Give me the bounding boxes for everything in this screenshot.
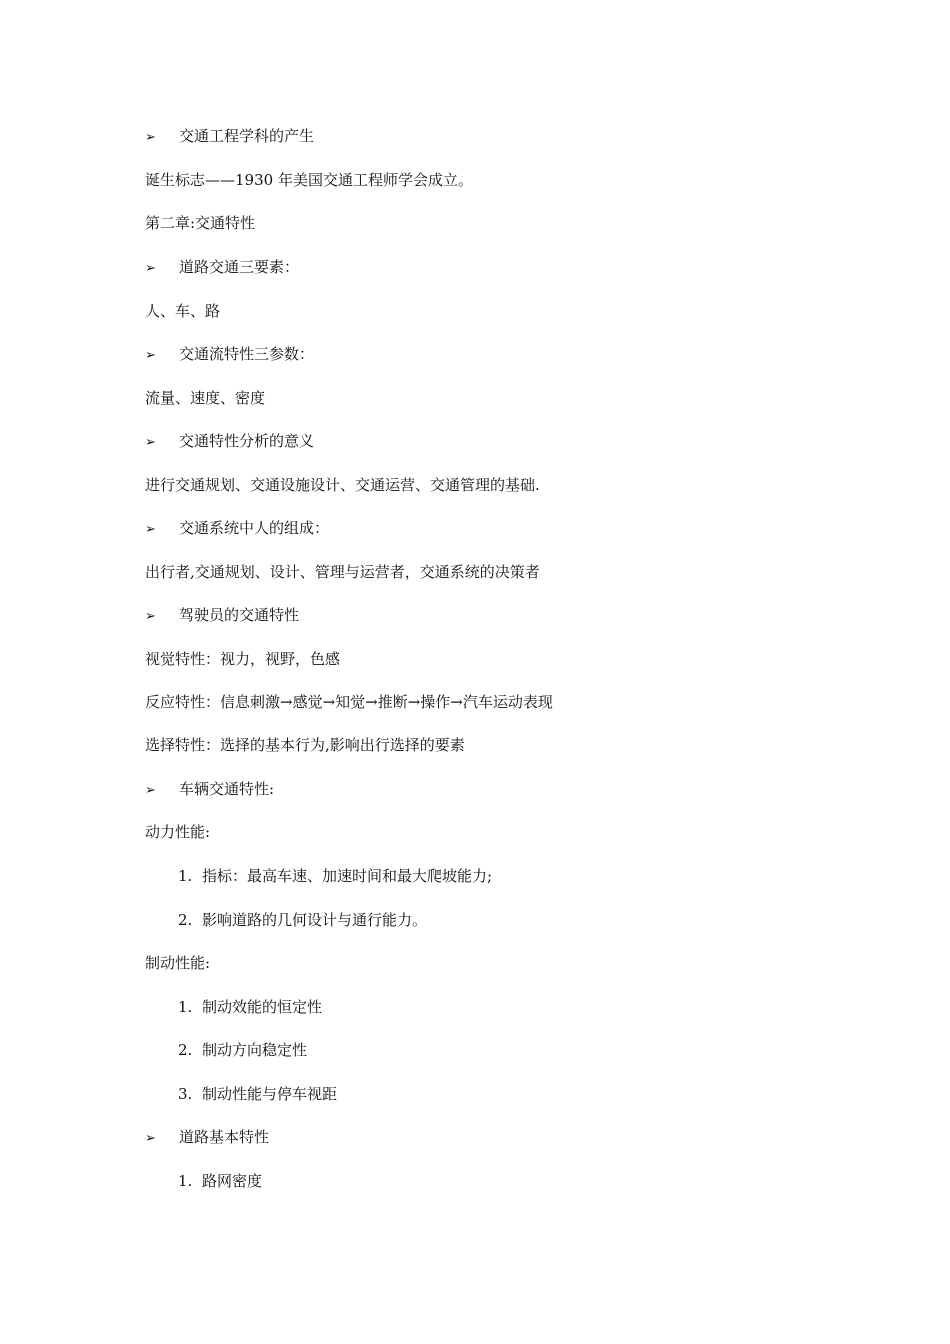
item-text: 制动效能的恒定性 (202, 998, 323, 1016)
bullet-heading (145, 126, 314, 148)
paragraph: 视觉特性：视力，视野，色感 (145, 650, 341, 668)
chapter-title: 第二章:交通特性 (145, 214, 256, 232)
bullet-text: 道路基本特性 (179, 1128, 270, 1146)
numbered-item (178, 997, 322, 1017)
paragraph: 诞生标志——1930 年美国交通工程师学会成立。 (145, 171, 473, 189)
paragraph: 制动性能: (145, 954, 211, 972)
bullet-text: 交通流特性三参数： (179, 345, 315, 363)
paragraph: 人、车、路 (145, 302, 221, 320)
item-text: 路网密度 (202, 1172, 263, 1190)
paragraph: 出行者,交通规划、设计、管理与运营者，交通系统的决策者 (145, 563, 540, 581)
item-text: 制动性能与停车视距 (202, 1085, 338, 1103)
bullet-arrow-icon: ➢ (145, 261, 156, 276)
bullet-heading (145, 779, 274, 801)
paragraph: 进行交通规划、交通设施设计、交通运营、交通管理的基础. (145, 476, 540, 494)
item-number: 1. (178, 998, 193, 1016)
bullet-heading (145, 257, 299, 279)
paragraph: 选择特性：选择的基本行为,影响出行选择的要素 (145, 736, 465, 754)
bullet-text: 交通系统中人的组成： (179, 519, 330, 537)
item-text: 指标：最高车速、加速时间和最大爬坡能力; (202, 867, 493, 885)
bullet-arrow-icon: ➢ (145, 1131, 156, 1146)
numbered-item (178, 1171, 262, 1191)
item-number: 2. (178, 911, 193, 929)
numbered-item (178, 1040, 307, 1060)
bullet-heading (145, 518, 329, 540)
bullet-text: 交通工程学科的产生 (179, 127, 315, 145)
bullet-arrow-icon: ➢ (145, 609, 156, 624)
paragraph: 反应特性：信息刺激→感觉→知觉→推断→操作→汽车运动表现 (145, 693, 553, 711)
paragraph: 动力性能: (145, 823, 211, 841)
bullet-heading (145, 344, 314, 366)
item-number: 1. (178, 867, 193, 885)
bullet-heading (145, 431, 314, 453)
bullet-text: 交通特性分析的意义 (179, 432, 315, 450)
paragraph: 流量、速度、密度 (145, 389, 266, 407)
bullet-arrow-icon: ➢ (145, 130, 156, 145)
bullet-text: 驾驶员的交通特性 (179, 606, 300, 624)
numbered-item (178, 1084, 337, 1104)
bullet-arrow-icon: ➢ (145, 783, 156, 798)
bullet-heading (145, 1127, 269, 1149)
bullet-text: 车辆交通特性: (179, 780, 275, 798)
bullet-arrow-icon: ➢ (145, 435, 156, 450)
item-number: 1. (178, 1172, 193, 1190)
bullet-heading (145, 605, 299, 627)
item-number: 2. (178, 1041, 193, 1059)
item-number: 3. (178, 1085, 193, 1103)
item-text: 影响道路的几何设计与通行能力。 (202, 911, 428, 929)
bullet-text: 道路交通三要素： (179, 258, 300, 276)
bullet-arrow-icon: ➢ (145, 348, 156, 363)
item-text: 制动方向稳定性 (202, 1041, 308, 1059)
numbered-item (178, 866, 492, 886)
bullet-arrow-icon: ➢ (145, 522, 156, 537)
numbered-item (178, 910, 427, 930)
